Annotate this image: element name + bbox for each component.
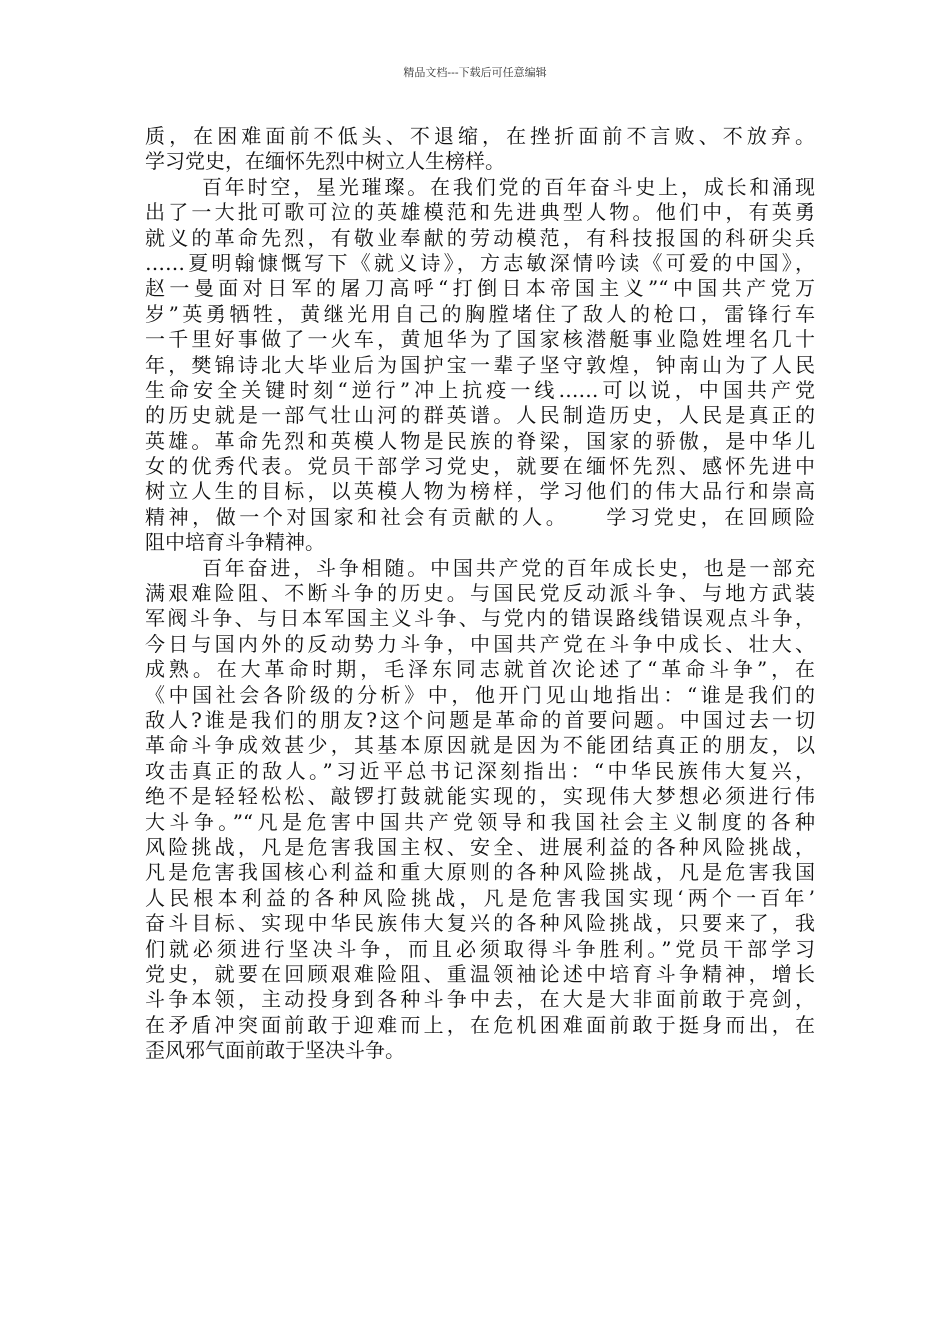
text-line: 树立人生的目标，以英模人物为榜样，学习他们的伟大品行和崇高 (145, 479, 815, 504)
text-line: 的历史就是一部气壮山河的群英谱。人民制造历史，人民是真正的 (145, 403, 815, 428)
text-line: 赵一曼面对日军的屠刀高呼“打倒日本帝国主义”“中国共产党万 (145, 276, 815, 301)
text-line: ……夏明翰慷慨写下《就义诗》，方志敏深情吟读《可爱的中国》， (145, 250, 815, 275)
text-line: 生命安全关键时刻“逆行”冲上抗疫一线……可以说，中国共产党 (145, 377, 815, 402)
text-line: 《中国社会各阶级的分析》中，他开门见山地指出：“谁是我们的 (145, 682, 815, 707)
text-line: 革命斗争成效甚少，其基本原因就是因为不能团结真正的朋友，以 (145, 733, 815, 758)
text-line: 人民根本利益的各种风险挑战，凡是危害我国实现‘两个一百年’ (145, 885, 815, 910)
text-line: 学习党史，在缅怀先烈中树立人生榜样。 (145, 149, 505, 174)
text-line: 敌人?谁是我们的朋友?这个问题是革命的首要问题。中国过去一切 (145, 707, 815, 732)
text-line: 歪风邪气面前敢于坚决斗争。 (145, 1038, 405, 1063)
text-line: 出了一大批可歌可泣的英雄模范和先进典型人物。他们中，有英勇 (145, 200, 815, 225)
text-line: 女的优秀代表。党员干部学习党史，就要在缅怀先烈、感怀先进中 (145, 454, 815, 479)
page-header: 精品文档---下载后可任意编辑 (403, 66, 547, 79)
text-line: 阻中培育斗争精神。 (145, 530, 325, 555)
text-line: 岁”英勇牺牲，黄继光用自己的胸膛堵住了敌人的枪口，雷锋行车 (145, 301, 815, 326)
text-line: 奋斗目标、实现中华民族伟大复兴的各种风险挑战，只要来了，我 (145, 911, 815, 936)
text-line: 满艰难险阻、不断斗争的历史。与国民党反动派斗争、与地方武装 (145, 581, 815, 606)
text-line: 百年时空，星光璀璨。在我们党的百年奋斗史上，成长和涌现 (202, 174, 815, 199)
text-line: 百年奋进，斗争相随。中国共产党的百年成长史，也是一部充 (202, 555, 815, 580)
text-line: 凡是危害我国核心利益和重大原则的各种风险挑战，凡是危害我国 (145, 860, 815, 885)
text-line: 斗争本领，主动投身到各种斗争中去，在大是大非面前敢于亮剑， (145, 987, 815, 1012)
text-line: 成熟。在大革命时期，毛泽东同志就首次论述了“革命斗争”，在 (145, 657, 815, 682)
text-line: 大斗争。”“凡是危害中国共产党领导和我国社会主义制度的各种 (145, 809, 815, 834)
text-line: 攻击真正的敌人。”习近平总书记深刻指出：“中华民族伟大复兴， (145, 758, 815, 783)
text-line: 年，樊锦诗北大毕业后为国护宝一辈子坚守敦煌，钟南山为了人民 (145, 352, 815, 377)
text-line: 今日与国内外的反动势力斗争，中国共产党在斗争中成长、壮大、 (145, 631, 815, 656)
text-line: 英雄。革命先烈和英模人物是民族的脊梁，国家的骄傲，是中华儿 (145, 428, 815, 453)
text-line: 质，在困难面前不低头、不退缩，在挫折面前不言败、不放弃。 (145, 124, 815, 148)
text-line: 党史，就要在回顾艰难险阻、重温领袖论述中培育斗争精神，增长 (145, 961, 815, 986)
text-line: 在矛盾冲突面前敢于迎难而上，在危机困难面前敢于挺身而出，在 (145, 1012, 815, 1037)
text-line: 绝不是轻轻松松、敲锣打鼓就能实现的，实现伟大梦想必须进行伟 (145, 784, 815, 809)
text-line: 精神，做一个对国家和社会有贡献的人。 学习党史，在回顾险 (145, 504, 815, 529)
text-line: 就义的革命先烈，有敬业奉献的劳动模范，有科技报国的科研尖兵 (145, 225, 815, 250)
text-line: 风险挑战，凡是危害我国主权、安全、进展利益的各种风险挑战， (145, 834, 815, 859)
document-body (145, 124, 815, 1063)
text-line: 军阀斗争、与日本军国主义斗争、与党内的错误路线错误观点斗争， (145, 606, 815, 631)
text-line: 们就必须进行坚决斗争，而且必须取得斗争胜利。”党员干部学习 (145, 936, 815, 961)
text-line: 一千里好事做了一火车，黄旭华为了国家核潜艇事业隐姓埋名几十 (145, 327, 815, 352)
